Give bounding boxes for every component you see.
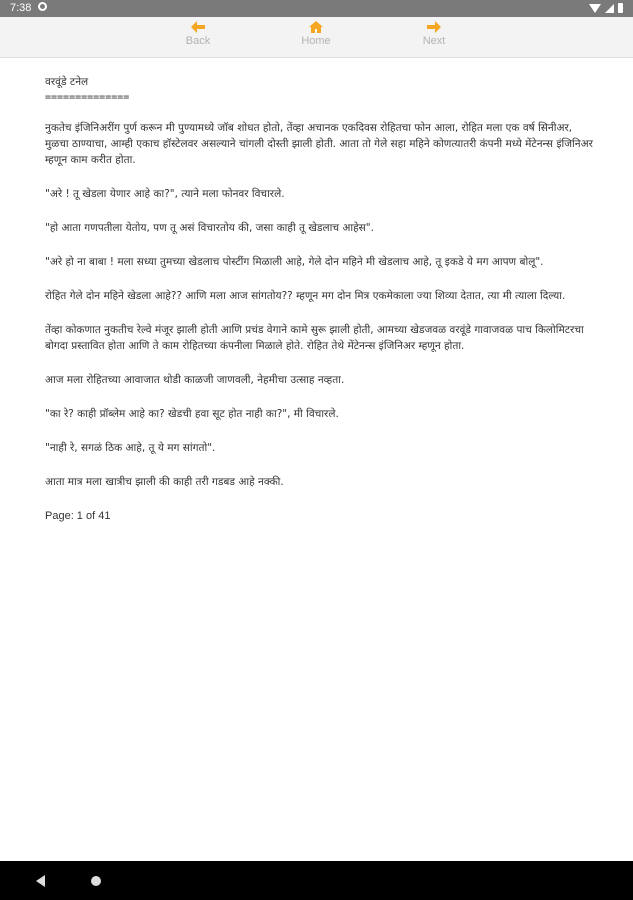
settings-gear-icon [38, 2, 47, 11]
wifi-icon [589, 4, 601, 13]
title-underline: ============== [45, 92, 130, 103]
home-icon [309, 21, 323, 33]
top-toolbar [0, 17, 633, 58]
paragraph-8: "का रे? काही प्रॉब्लेम आहे का? खेडची हवा सूट होत नाही का?", मी विचारले. [45, 408, 339, 420]
paragraph-10: आता मात्र मला खात्रीच झाली की काही तरी गडबड आहे नक्की. [45, 476, 284, 488]
status-bar [0, 0, 633, 17]
paragraph-4: "अरे हो ना बाबा ! मला सध्या तुमच्या खेडलाच पोस्टींग मिळाली आहे, गेले दोन महिने मी खेडलाच आहे, तू इकडे ये मग आपण बोलू". [45, 256, 544, 268]
status-time: 7:38 [10, 2, 32, 14]
back-label: Back [185, 35, 211, 47]
paragraph-3: "हो आता गणपतीला येतोय, पण तू असं विचारतोय की, जसा काही तू खेडलाच आहेस". [45, 222, 374, 234]
system-back-icon[interactable] [36, 875, 45, 887]
system-home-icon[interactable] [91, 876, 101, 886]
paragraph-9: "नाही रे, सगळं ठिक आहे, तू ये मग सांगतो". [45, 442, 216, 454]
battery-icon [618, 3, 623, 13]
home-label: Home [301, 35, 331, 47]
article-title: वरवूंडे टनेल [45, 76, 89, 88]
arrow-left-icon [191, 21, 205, 33]
arrow-right-icon [427, 21, 441, 33]
paragraph-7: आज मला रोहितच्या आवाजात थोडी काळजी जाणवली, नेहमीचा उत्साह नव्हता. [45, 374, 345, 386]
next-button[interactable] [394, 21, 474, 47]
paragraph-6: तेंव्हा कोकणात नुकतीच रेल्वे मंजूर झाली होती आणि प्रचंड वेगाने कामे सुरू झाली होती, आमच्या खेडजवळ वरवूंडे गावाजवळ पाच किलोमिटरचा बोगदा प्रस्तावित होता आणि ते काम रोहितच्या कंपनीला मिळाले होते. रोहित तेथे मेंटेनन्स इंजिनिअर म्हणून होता. [45, 324, 584, 352]
page-indicator: Page: 1 of 41 [45, 510, 111, 522]
paragraph-1: नुकतेच इंजिनिअरींग पुर्ण करून मी पुण्यामध्ये जॉब शोधत होतो, तेंव्हा अचानक एकदिवस रोहितचा फोन आला, रोहित मला एक वर्ष सिनीअर, मुळचा ठाण्याचा, आम्ही एकाच हॉस्टेलवर असल्याने चांगली दोस्ती झाली होती. आता तो गेले सहा महिने कोणत्यातरी कंपनी मध्ये मेंटेनन्स इंजिनिअर म्हणून काम करीत होता. [45, 122, 593, 166]
article-content [45, 74, 593, 524]
next-label: Next [422, 35, 446, 47]
back-button[interactable] [158, 21, 238, 47]
home-button[interactable] [276, 21, 356, 47]
system-nav-bar [0, 861, 633, 900]
status-icons [589, 3, 623, 13]
paragraph-2: "अरे ! तू खेडला येणार आहे का?", त्याने मला फोनवर विचारले. [45, 188, 285, 200]
signal-icon [605, 4, 614, 13]
paragraph-5: रोहित गेले दोन महिने खेडला आहे?? आणि मला आज सांगतोय?? म्हणून मग दोन मित्र एकमेकाला ज्या शिव्या देतात, त्या मी त्याला दिल्या. [45, 290, 566, 302]
